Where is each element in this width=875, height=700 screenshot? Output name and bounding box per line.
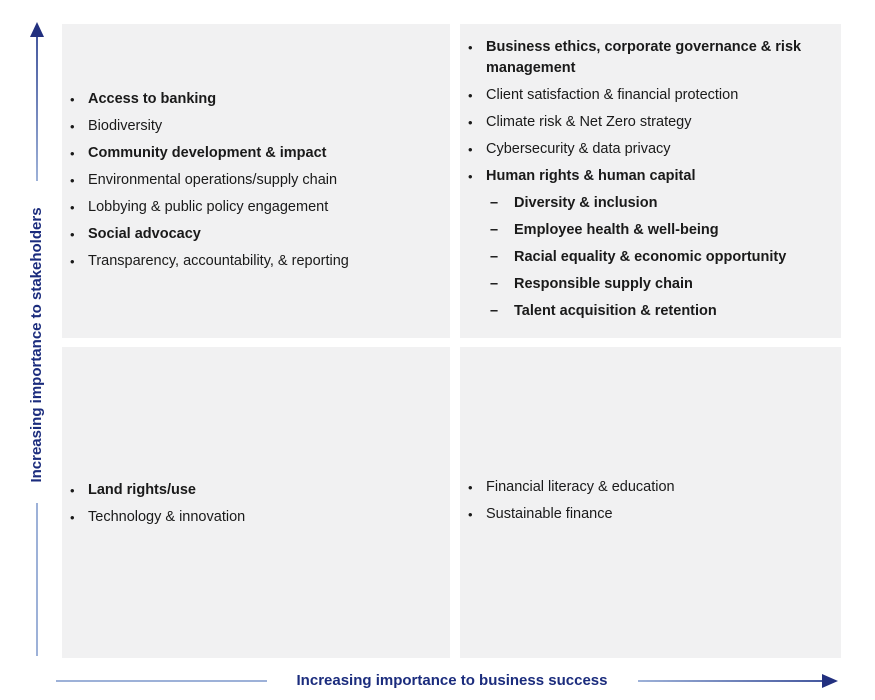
item-label: Technology & innovation: [88, 509, 246, 525]
x-axis-line-left: [56, 680, 267, 682]
quadrant-top-left: [62, 24, 450, 338]
quadrant-bottom-left: [62, 347, 450, 658]
bullet-marker: •: [70, 510, 75, 525]
list-item: [70, 89, 440, 110]
quadrant-top-left-list: [70, 89, 440, 278]
bullet-marker: •: [70, 119, 75, 134]
item-label: Employee health & well-being: [514, 222, 719, 238]
bullet-marker: •: [468, 480, 473, 495]
bullet-marker: •: [70, 146, 75, 161]
list-item: [70, 197, 440, 218]
bullet-marker: •: [468, 142, 473, 157]
item-label: Access to banking: [88, 91, 217, 107]
list-item: [70, 507, 440, 528]
list-item: [70, 143, 440, 164]
item-label: Diversity & inclusion: [514, 195, 658, 211]
item-label: Sustainable finance: [486, 506, 613, 522]
item-label: Talent acquisition & retention: [514, 303, 717, 319]
item-label: Biodiversity: [88, 118, 163, 134]
list-item: [70, 170, 440, 191]
y-axis-label: Increasing importance to stakeholders: [28, 207, 45, 483]
item-label: Community development & impact: [88, 145, 327, 161]
list-item: [468, 477, 831, 498]
y-axis-line-bottom: [36, 503, 38, 656]
item-label: Land rights/use: [88, 482, 196, 498]
bullet-marker: •: [70, 92, 75, 107]
list-item: [468, 139, 831, 160]
list-item: [70, 224, 440, 245]
list-item: [468, 37, 831, 79]
item-label: Environmental operations/supply chain: [88, 172, 338, 188]
item-label: Responsible supply chain: [514, 276, 693, 292]
item-label: Financial literacy & education: [486, 479, 675, 495]
item-label: Social advocacy: [88, 226, 201, 242]
bullet-marker: •: [468, 115, 473, 130]
item-label: Human rights & human capital: [486, 168, 696, 184]
list-item: [468, 166, 831, 187]
dash-marker: –: [490, 276, 499, 292]
list-item: [468, 504, 831, 525]
sub-list-item: [468, 301, 831, 322]
list-item: [468, 112, 831, 133]
quadrant-top-right-list: [468, 37, 831, 328]
list-item: [70, 480, 440, 501]
bullet-marker: •: [468, 169, 473, 184]
sub-list-item: [468, 274, 831, 295]
quadrant-bottom-right: [460, 347, 841, 658]
item-label: Business ethics, corporate governance & risk management: [486, 39, 802, 76]
quadrant-bottom-left-list: [70, 480, 440, 534]
item-label: Client satisfaction & financial protection: [486, 87, 739, 103]
list-item: [468, 85, 831, 106]
x-axis-line-right: [638, 680, 822, 682]
bullet-marker: •: [70, 173, 75, 188]
item-label: Lobbying & public policy engagement: [88, 199, 329, 215]
x-axis-arrow-right-icon: [822, 674, 838, 688]
bullet-marker: •: [70, 200, 75, 215]
quadrant-top-right: [460, 24, 841, 338]
bullet-marker: •: [468, 88, 473, 103]
list-item: [70, 251, 440, 272]
item-label: Transparency, accountability, & reporting: [88, 253, 349, 269]
bullet-marker: •: [70, 483, 75, 498]
x-axis-label: Increasing importance to business success: [296, 672, 608, 689]
item-label: Racial equality & economic opportunity: [514, 249, 787, 265]
dash-marker: –: [490, 303, 499, 319]
bullet-marker: •: [70, 227, 75, 242]
list-item: [70, 116, 440, 137]
dash-marker: –: [490, 222, 499, 238]
bullet-marker: •: [70, 254, 75, 269]
dash-marker: –: [490, 195, 499, 211]
sub-list-item: [468, 193, 831, 214]
y-axis-line-top: [36, 37, 38, 181]
bullet-marker: •: [468, 40, 473, 55]
sub-list-item: [468, 247, 831, 268]
item-label: Cybersecurity & data privacy: [486, 141, 671, 157]
dash-marker: –: [490, 249, 499, 265]
sub-list-item: [468, 220, 831, 241]
bullet-marker: •: [468, 507, 473, 522]
y-axis-arrow-up-icon: [30, 22, 44, 37]
quadrant-bottom-right-list: [468, 477, 831, 531]
item-label: Climate risk & Net Zero strategy: [486, 114, 692, 130]
